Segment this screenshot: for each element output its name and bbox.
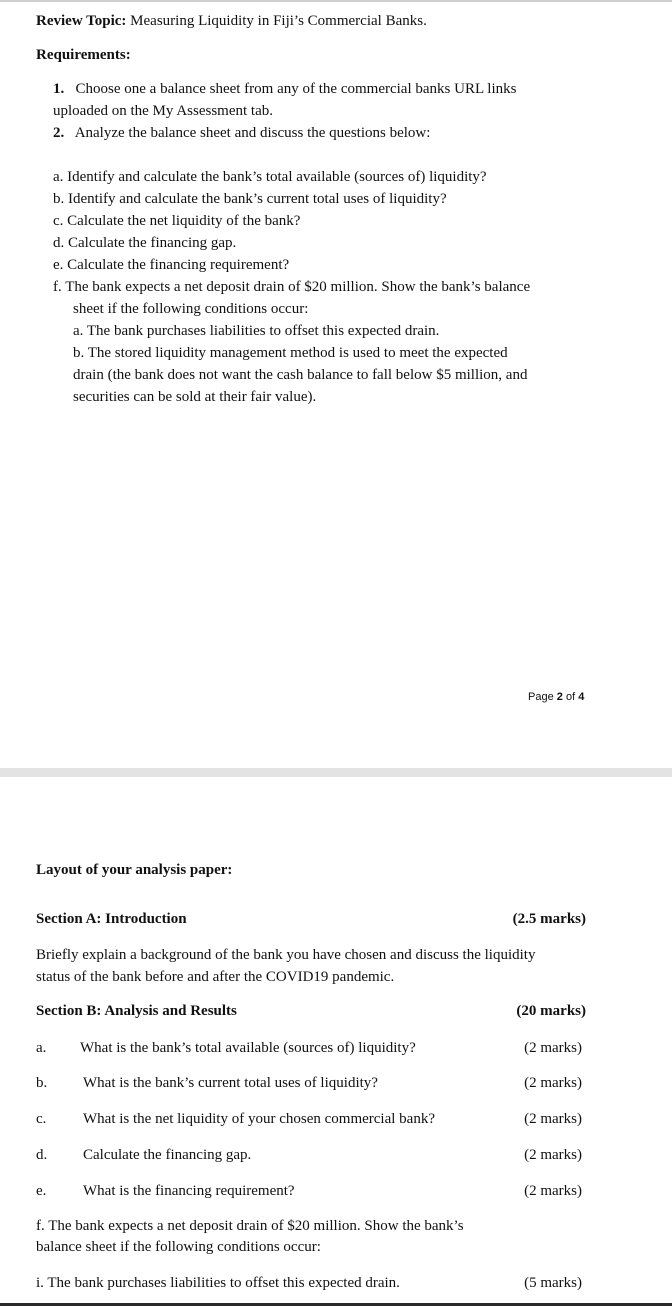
page-footer [528, 688, 584, 706]
footer-page-number: 2 [556, 691, 563, 703]
question-e: e. Calculate the financing requirement? [53, 257, 290, 273]
item-c-letter: c. [36, 1111, 47, 1127]
section-b-title: Section B: Analysis and Results [36, 1003, 237, 1019]
question-a: a. Identify and calculate the bank’s total available (sources of) liquidity? [53, 169, 487, 185]
section-a-description-cont: status of the bank before and after the COVID19 pandemic. [36, 969, 395, 985]
question-f-a: a. The bank purchases liabilities to offset this expected drain. [73, 323, 440, 339]
requirement-2-text: Analyze the balance sheet and discuss the questions below: [74, 125, 431, 141]
item-d-letter: d. [36, 1147, 48, 1163]
item-d-text: Calculate the financing gap. [83, 1147, 252, 1163]
item-f-i-text: i. The bank purchases liabilities to offset this expected drain. [36, 1275, 400, 1291]
item-e-text: What is the financing requirement? [83, 1183, 295, 1199]
document-page-2 [0, 2, 672, 768]
section-b-marks: (20 marks) [516, 1003, 586, 1019]
item-f-i-marks: (5 marks) [524, 1275, 582, 1291]
item-f-text-cont: balance sheet if the following conditions occur: [36, 1239, 321, 1255]
review-topic-line [36, 12, 427, 30]
question-d: d. Calculate the financing gap. [53, 235, 237, 251]
question-b: b. Identify and calculate the bank’s current total uses of liquidity? [53, 191, 447, 207]
item-b-text: What is the bank’s current total uses of liquidity? [83, 1075, 378, 1091]
item-f-text: f. The bank expects a net deposit drain of $20 million. Show the bank’s [36, 1218, 464, 1234]
question-f-b: b. The stored liquidity management method is used to meet the expected [73, 345, 508, 361]
question-f-b-cont-1: drain (the bank does not want the cash balance to fall below $5 million, and [73, 367, 528, 383]
item-c-marks: (2 marks) [524, 1111, 582, 1127]
requirement-1-number: 1. [53, 81, 65, 97]
section-a-description: Briefly explain a background of the bank you have chosen and discuss the liquidity [36, 947, 536, 963]
requirement-2-number: 2. [53, 125, 65, 141]
item-c-text: What is the net liquidity of your chosen commercial bank? [83, 1111, 435, 1127]
question-f-cont: sheet if the following conditions occur: [73, 301, 309, 317]
requirement-2 [53, 124, 430, 142]
item-b-marks: (2 marks) [524, 1075, 582, 1091]
item-a-marks: (2 marks) [524, 1040, 582, 1056]
question-c: c. Calculate the net liquidity of the bank? [53, 213, 301, 229]
item-e-marks: (2 marks) [524, 1183, 582, 1199]
layout-heading: Layout of your analysis paper: [36, 862, 233, 878]
requirement-1-text-cont: uploaded on the My Assessment tab. [53, 103, 273, 119]
document-page-3 [0, 777, 672, 1303]
item-d-marks: (2 marks) [524, 1147, 582, 1163]
section-a-title: Section A: Introduction [36, 911, 187, 927]
page-separator [0, 768, 672, 777]
item-a-letter: a. [36, 1040, 47, 1056]
question-f: f. The bank expects a net deposit drain of $20 million. Show the bank’s balance [53, 279, 531, 295]
item-a-text: What is the bank’s total available (sources of) liquidity? [80, 1040, 416, 1056]
requirement-1 [53, 80, 516, 98]
question-f-b-cont-2: securities can be sold at their fair value). [73, 389, 317, 405]
review-topic-text: Measuring Liquidity in Fiji’s Commercial Banks. [130, 13, 427, 29]
footer-of: of [565, 691, 576, 703]
footer-page-word: Page [528, 691, 554, 703]
item-b-letter: b. [36, 1075, 48, 1091]
item-e-letter: e. [36, 1183, 47, 1199]
requirement-1-text: Choose one a balance sheet from any of the commercial banks URL links [75, 81, 517, 97]
review-topic-label: Review Topic: [36, 13, 127, 29]
section-a-marks: (2.5 marks) [512, 911, 586, 927]
requirements-heading: Requirements: [36, 47, 131, 63]
footer-total-pages: 4 [578, 691, 585, 703]
